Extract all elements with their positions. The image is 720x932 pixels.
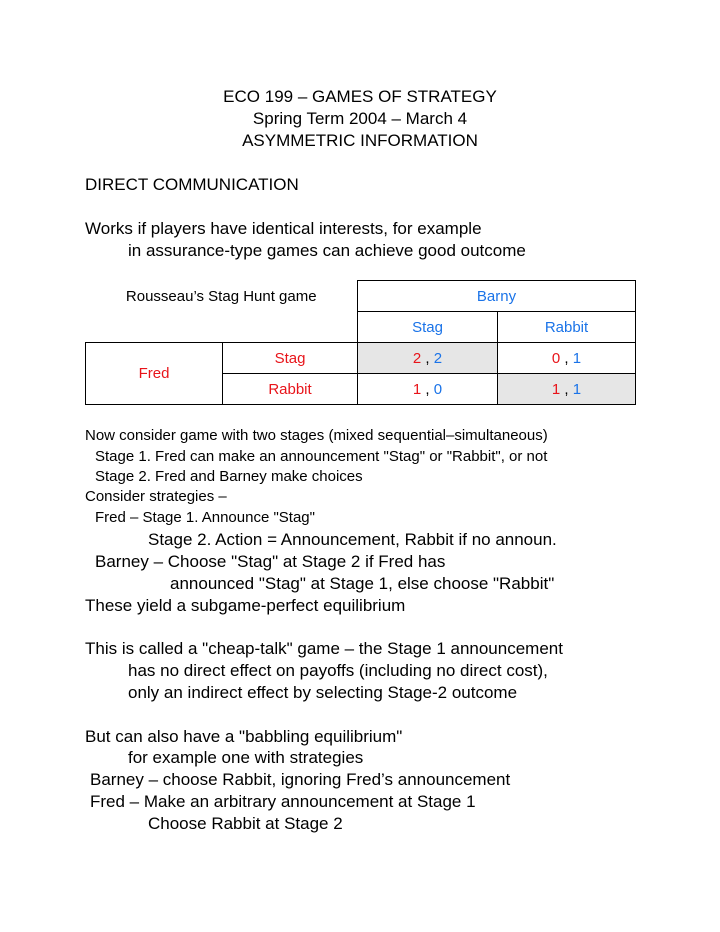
barny-payoff: 1 <box>572 349 582 367</box>
column-strategy-rabbit: Rabbit <box>498 312 636 343</box>
payoff-separator: , <box>425 380 430 398</box>
body-line-9: These yield a subgame-perfect equilibrium <box>85 596 406 615</box>
row-strategy-rabbit: Rabbit <box>223 374 358 405</box>
body-line-2: Stage 1. Fred can make an announcement "Stag" or "Rabbit", or not <box>95 448 548 465</box>
body-line-10: This is called a "cheap-talk" game – the Stage 1 announcement <box>85 639 563 658</box>
payoff-cell-stag-stag <box>358 343 498 374</box>
payoff-cell-stag-rabbit <box>498 343 636 374</box>
column-player-label: Barny <box>358 281 636 312</box>
title-line-1: ECO 199 – GAMES OF STRATEGY <box>223 87 497 106</box>
payoff-cell-rabbit-rabbit <box>498 374 636 405</box>
payoff-separator: , <box>425 349 430 367</box>
barny-payoff: 2 <box>433 349 443 367</box>
table-caption: Rousseau’s Stag Hunt game <box>125 287 317 305</box>
intro-line-1: Works if players have identical interests, for example <box>85 219 482 238</box>
body-line-15: Barney – choose Rabbit, ignoring Fred’s announcement <box>90 770 511 789</box>
body-line-12: only an indirect effect by selecting Stage-2 outcome <box>128 683 518 702</box>
intro-line-2: in assurance-type games can achieve good outcome <box>128 241 526 260</box>
payoff-cell-rabbit-stag <box>358 374 498 405</box>
body-line-4: Consider strategies – <box>85 488 227 505</box>
body-line-5: Fred – Stage 1. Announce "Stag" <box>95 509 315 526</box>
payoff-separator: , <box>564 349 569 367</box>
body-line-8: announced "Stag" at Stage 1, else choose "Rabbit" <box>170 574 555 593</box>
body-line-17: Choose Rabbit at Stage 2 <box>148 814 343 833</box>
fred-payoff: 1 <box>551 380 561 398</box>
column-strategy-stag: Stag <box>358 312 498 343</box>
body-line-11: has no direct effect on payoffs (including no direct cost), <box>128 661 548 680</box>
body-line-13: But can also have a "babbling equilibrium" <box>85 727 403 746</box>
body-line-1: Now consider game with two stages (mixed sequential–simultaneous) <box>85 427 548 444</box>
payoff-table <box>85 280 636 405</box>
body-line-3: Stage 2. Fred and Barney make choices <box>95 468 363 485</box>
fred-payoff: 1 <box>412 380 422 398</box>
barny-payoff: 1 <box>572 380 582 398</box>
fred-payoff: 2 <box>412 349 422 367</box>
section-heading: DIRECT COMMUNICATION <box>85 175 299 194</box>
payoff-separator: , <box>564 380 569 398</box>
row-player-label: Fred <box>86 343 223 405</box>
body-line-7: Barney – Choose "Stag" at Stage 2 if Fred has <box>95 552 446 571</box>
body-line-16: Fred – Make an arbitrary announcement at Stage 1 <box>90 792 476 811</box>
row-strategy-stag: Stag <box>223 343 358 374</box>
fred-payoff: 0 <box>551 349 561 367</box>
body-line-14: for example one with strategies <box>128 748 364 767</box>
title-line-3: ASYMMETRIC INFORMATION <box>242 131 478 150</box>
body-line-6: Stage 2. Action = Announcement, Rabbit if no announ. <box>148 530 557 549</box>
barny-payoff: 0 <box>433 380 443 398</box>
title-line-2: Spring Term 2004 – March 4 <box>252 109 468 128</box>
